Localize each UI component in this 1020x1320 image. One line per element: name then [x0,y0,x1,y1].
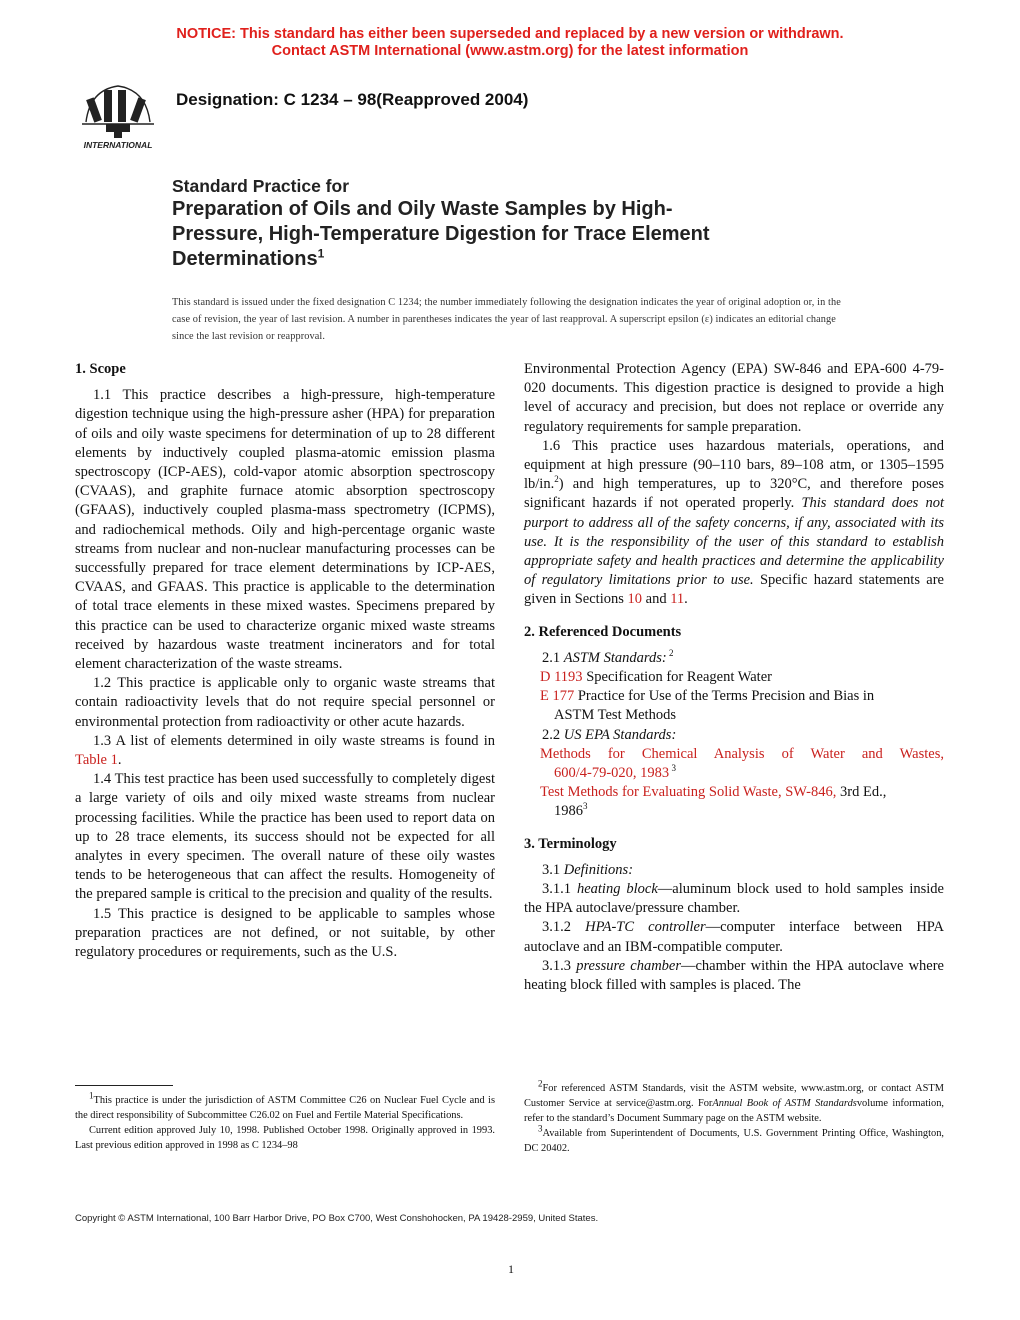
footnote-2-post: volume information, refer to the standard’s Document Summary page on the ASTM website. [524,1098,945,1124]
preface-note: This standard is issued under the fixed designation C 1234; the number immediately following the designation indicates the year of original adoption or, in the case of revision, the year of last revision. A number in parentheses indicates the year of last reapproval. A superscript epsilon (ε) indicates an editorial change since the last revision or reapproval. [172,297,841,342]
sw846-year: 1986 [554,803,583,820]
right-column [524,360,944,995]
para-1-6-end: . [684,591,688,608]
title-line-2: Pressure, High-Temperature Digestion for Trace Element [172,223,710,245]
footnote-rule-left [75,1085,173,1086]
footnote-2-text: For referenced ASTM Standards, visit the ASTM website, www.astm.org, or contact ASTM Customer Service at service@astm.org. For [524,1083,944,1109]
def-3-1-2 [524,918,944,956]
page-number: 1 [508,1262,514,1276]
d1193-link[interactable]: D 1193 [540,669,583,686]
title-line-3 [172,247,872,272]
terminology-heading: 3. Terminology [524,835,617,852]
epa-1-sup: 3 [669,763,676,774]
epa-methods-link[interactable]: Methods for Chemical Analysis of Water and Wastes, [540,745,944,762]
scope-heading: 1. Scope [75,361,126,377]
sw846-edition: 3rd Ed., [836,784,887,801]
referenced-heading: 2. Referenced Documents [524,623,682,640]
designation: Designation: C 1234 – 98(Reapproved 2004) [176,90,529,109]
safety-statement: This standard does not purport to address all of the safety concerns, if any, associated with its use. It is the responsibility of the user of this standard to establish appropriate safety and health practices and determine the applicability of regulatory limitations prior to use. [524,495,944,589]
withdrawal-notice [0,26,1020,60]
footnote-2-mark: 2 [538,1078,543,1089]
epa-methods-link-cont[interactable]: 600/4-79-020, 1983 [554,765,670,782]
footnote-1-mark: 1 [89,1090,94,1101]
def-3-1-2-def: —computer interface between HPA autoclave and an IBM-compatible computer. [524,919,944,955]
para-1-6-mid: ) and high temperatures, up to 320°C, and therefore poses significant hazards if not operated properly. [524,476,944,512]
epa-standards-label [524,726,944,745]
def-3-1-2-num: 3.1.2 [542,919,586,936]
notice-line-2: Contact ASTM International (www.astm.org) for the latest information [271,43,749,59]
para-1-1: 1.1 This practice describes a high-pressure, high-temperature digestion technique using the high-pressure asher (HPA) for preparation of oils and oily waste specimens for determination of up to 28 different elements by inductively coupled plasma-atomic emission plasma spectroscopy (ICP-AES), cold-vapor atomic absorption spectroscopy (CVAAS), and graphite furnace atomic absorption spectroscopy (GFAAS), inductively coupled plasma-mass spectrometry (ICPMS), and radiochemical methods. Oily and high-percentage organic waste streams from nuclear and non-nuclear manufacturing processes can be successfully prepared for trace element determinations by ICP-AES, CVAAS, and GFAAS. This practice is applicable to the determination of total trace elements in these mixed wastes. Specimens prepared by this practice can be used to characterize organic mixed waste streams received by hazardous waste treatment incinerators and for total element characterization of the waste streams. [75,387,495,673]
ref-e177 [524,687,944,706]
para-1-2: 1.2 This practice is applicable only to organic waste streams that contain radioactivity levels that do not require special personnel or environmental protection from radioactivity or other acute hazards. [75,675,495,730]
para-1-5b: Environmental Protection Agency (EPA) SW-846 and EPA-600 4-79-020 documents. This digestion practice is designed to provide a high level of accuracy and precision, but does not replace or override any regulatory requirements for sample preparation. [524,361,944,435]
ref-epa-1 [524,745,944,764]
footnote-1-text: This practice is under the jurisdiction of ASTM Committee C26 on Nuclear Fuel Cycle and is the direct responsibility of Subcommittee C26.02 on Fuel and Fertile Material Specifications. [75,1095,495,1121]
para-1-6-sup: 2 [554,474,559,485]
footnote-3 [524,1123,944,1156]
footnotes-left [75,1090,495,1153]
astm-label-text: ASTM Standards: [563,649,667,666]
section-11-link[interactable]: 11 [670,591,685,608]
para-1-6-post: Specific hazard statements are given in Sections [524,572,944,608]
d1193-title: Specification for Reagent Water [582,669,772,686]
left-column [75,360,495,962]
para-1-6-text: 1.6 This practice uses hazardous materials, operations, and equipment at high pressure (90–110 bars, 89–108 atm, or 1305–1595 lb/in. [524,437,944,493]
def-3-1-1-def: —aluminum block used to hold samples inside the HPA autoclave/pressure chamber. [524,881,944,917]
def-3-1-3-num: 3.1.3 [542,957,577,974]
para-1-5a: 1.5 This practice is designed to be applicable to samples whose preparation practices are not defined, or not suitable, by other regulatory procedures or requirements, such as the U.S. [75,905,495,961]
e177-title: Practice for Use of the Terms Precision and Bias in [574,688,875,705]
title-line-1: Preparation of Oils and Oily Waste Samples by High- [172,198,673,220]
document-title [172,175,872,272]
table-1-link[interactable]: Table 1 [75,752,118,769]
footnotes-right [524,1078,945,1156]
title-prefix: Standard Practice for [172,176,349,196]
title-line-3-text: Determinations [172,248,318,270]
ref-epa-1-cont [524,764,944,783]
para-1-3-end: . [117,752,122,769]
title-footnote-mark: 1 [317,246,325,261]
footnote-3-text: Available from Superintendent of Documents, U.S. Government Printing Office, Washington, DC 20402. [524,1128,944,1154]
epa-2-sup: 3 [583,801,588,812]
astm-logo [76,80,160,150]
notice-line-1: NOTICE: This standard has either been superseded and replaced by a new version or withdrawn. [176,26,844,42]
astm-label-sup: 2 [666,648,674,659]
footnote-2-italic: Annual Book of ASTM Standards [712,1098,857,1109]
section-10-link[interactable]: 10 [627,591,643,608]
ref-epa-2 [524,783,944,802]
sw846-link[interactable]: Test Methods for Evaluating Solid Waste, SW-846, [540,784,837,801]
epa-label-text: US EPA Standards: [563,726,677,743]
def-3-1-1-term: heating block [576,881,658,898]
para-1-6-and: and [642,591,671,608]
def-3-1-num: 3.1 [542,861,564,878]
para-1-4: 1.4 This test practice has been used successfully to completely digest a large variety of oils and oily mixed waste streams from nuclear processing facilities. While the practice has been used to report data on up to 28 trace elements, its success should not be expected for all analytes in every specimen. The overall nature of these oily wastes tends to be heterogeneous that can affect the results. Homogeneity of the prepared sample is critical to the precision and quality of the results. [75,771,495,903]
para-1-6 [524,437,944,610]
footnote-1-edition: Current edition approved July 10, 1998. Published October 1998. Originally approved in 1993. Last previous edition approved in 1998 as C 1234–98 [75,1125,495,1151]
def-3-1-1 [524,880,944,918]
ref-d1193 [524,668,944,687]
astm-label-num: 2.1 [542,649,564,666]
logo-subtext: INTERNATIONAL [83,140,153,150]
footnote-3-mark: 3 [538,1123,543,1134]
def-3-1-2-term: HPA-TC controller [585,919,706,936]
ref-e177-cont: ASTM Test Methods [554,707,676,724]
def-3-1-3-def: —chamber within the HPA autoclave where heating block filled with samples is placed. The [524,957,944,994]
ref-epa-2-cont [524,802,944,821]
def-3-1-text: Definitions: [563,861,634,878]
copyright-line: Copyright © ASTM International, 100 Barr Harbor Drive, PO Box C700, West Conshohocken, PA 19428-2959, United States. [75,1213,599,1224]
def-3-1 [524,861,944,880]
def-3-1-3-term: pressure chamber [576,957,681,974]
e177-link[interactable]: E 177 [540,688,575,705]
footnote-1 [75,1090,495,1123]
footnote-2 [524,1078,945,1126]
astm-standards-label [524,649,944,668]
def-3-1-1-num: 3.1.1 [542,881,577,898]
epa-label-num: 2.2 [542,726,564,743]
para-1-3-text: 1.3 A list of elements determined in oily waste streams is found in [93,732,495,749]
para-1-3 [75,732,495,770]
def-3-1-3 [524,957,944,995]
